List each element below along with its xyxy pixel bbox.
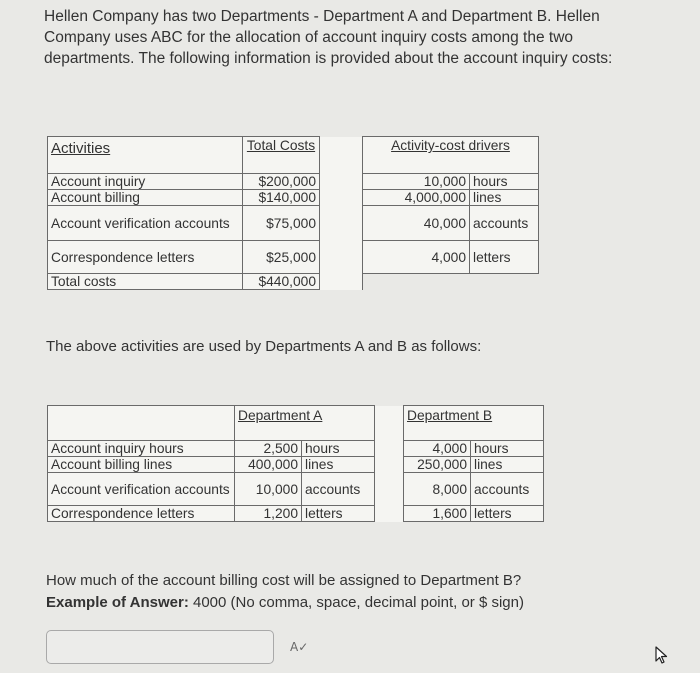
row-total: $200,000 [243, 174, 320, 190]
row-activity: Account verification accounts [48, 206, 243, 241]
row-total: $140,000 [243, 190, 320, 206]
row-dept-b-unit: hours [471, 441, 544, 457]
question-text: How much of the account billing cost will be assigned to Department B? [46, 572, 522, 589]
row-label: Correspondence letters [48, 506, 235, 522]
row-dept-b-unit: accounts [471, 473, 544, 506]
example-text: 4000 (No comma, space, decimal point, or $ sign) [188, 594, 524, 611]
question-block [46, 570, 524, 614]
header-dept-b: Department B [407, 408, 493, 423]
row-activity: Account billing [48, 190, 243, 206]
row-activity: Total costs [48, 274, 243, 290]
row-dept-b-value: 1,600 [404, 506, 471, 522]
table-row [48, 206, 539, 241]
table-row [48, 506, 544, 522]
table-header-row [48, 406, 544, 441]
table-row [48, 241, 539, 274]
row-total: $75,000 [243, 206, 320, 241]
row-dept-b-value: 8,000 [404, 473, 471, 506]
row-dept-b-unit: letters [471, 506, 544, 522]
row-dept-a-unit: hours [302, 441, 375, 457]
problem-intro [44, 6, 674, 69]
row-dept-a-value: 400,000 [235, 457, 302, 473]
row-unit: accounts [470, 206, 539, 241]
header-drivers: Activity-cost drivers [391, 138, 510, 153]
row-unit: hours [470, 174, 539, 190]
example-label: Example of Answer: [46, 594, 189, 611]
table-row [48, 473, 544, 506]
table-row [48, 190, 539, 206]
department-usage-table [47, 405, 544, 522]
row-activity: Account inquiry [48, 174, 243, 190]
header-total-costs: Total Costs [246, 138, 316, 153]
row-dept-a-value: 1,200 [235, 506, 302, 522]
mouse-pointer-icon [655, 646, 669, 664]
row-dept-a-unit: accounts [302, 473, 375, 506]
answer-input[interactable] [46, 630, 274, 664]
intro-line-2: Company uses ABC for the allocation of account inquiry costs among the two [44, 29, 574, 46]
table-row [48, 441, 544, 457]
table-row [48, 457, 544, 473]
row-dept-a-unit: letters [302, 506, 375, 522]
header-activities: Activities [51, 140, 111, 157]
row-dept-a-unit: lines [302, 457, 375, 473]
activity-cost-table [47, 136, 539, 290]
row-label: Account billing lines [48, 457, 235, 473]
row-total: $25,000 [243, 241, 320, 274]
row-dept-b-value: 250,000 [404, 457, 471, 473]
usage-intro: The above activities are used by Departments A and B as follows: [46, 338, 482, 355]
row-driver: 4,000 [363, 241, 470, 274]
example-line [46, 592, 524, 614]
intro-line-3: departments. The following information is provided about the account inquiry costs: [44, 50, 613, 67]
row-activity: Correspondence letters [48, 241, 243, 274]
row-label: Account inquiry hours [48, 441, 235, 457]
intro-line-1: Hellen Company has two Departments - Department A and Department B. Hellen [44, 8, 600, 25]
table-row [48, 174, 539, 190]
row-dept-a-value: 10,000 [235, 473, 302, 506]
row-dept-b-value: 4,000 [404, 441, 471, 457]
row-driver: 4,000,000 [363, 190, 470, 206]
row-total: $440,000 [243, 274, 320, 290]
table-row [48, 274, 539, 290]
row-label: Account verification accounts [48, 473, 235, 506]
spellcheck-icon[interactable]: A✓ [290, 640, 309, 654]
row-driver: 40,000 [363, 206, 470, 241]
row-unit: lines [470, 190, 539, 206]
header-dept-a: Department A [238, 408, 323, 423]
row-driver: 10,000 [363, 174, 470, 190]
row-dept-a-value: 2,500 [235, 441, 302, 457]
row-dept-b-unit: lines [471, 457, 544, 473]
table-header-row [48, 137, 539, 174]
row-unit: letters [470, 241, 539, 274]
